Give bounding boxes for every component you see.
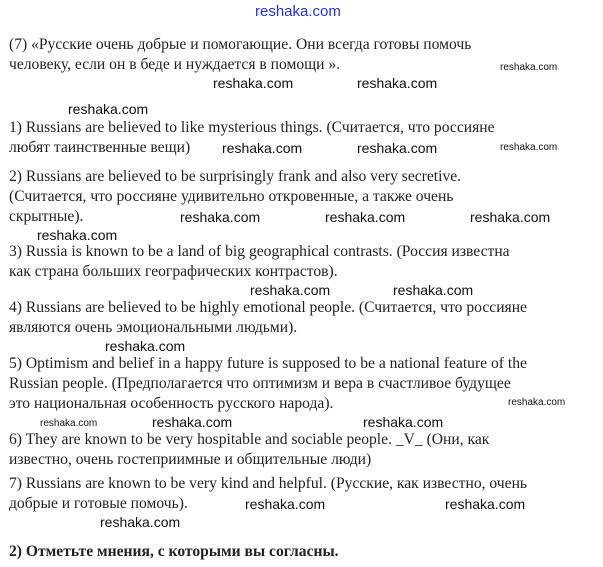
item-1-line-1: 1) Russians are believed to like mysterious things. (Считается, что россияне	[9, 119, 495, 136]
watermark: reshaka.com	[508, 397, 566, 408]
item-3-line-2: как страна больших географических контрастов).	[9, 263, 338, 280]
watermark: reshaka.com	[222, 140, 303, 156]
quote-line-1: (7) «Русские очень добрые и помогающие. Они всегда готовы помочь	[9, 36, 472, 53]
watermark: reshaka.com	[37, 227, 118, 243]
item-4-line-2: являются очень эмоциональными людьми).	[9, 319, 298, 336]
watermark: reshaka.com	[245, 496, 326, 512]
item-7-line-2: добрые и готовые помочь).	[9, 495, 188, 512]
watermark: reshaka.com	[363, 414, 444, 430]
watermark: reshaka.com	[68, 101, 149, 117]
quote-line-2: человеку, если он в беде и нуждается в помощи ».	[9, 56, 341, 73]
item-6-line-1: 6) They are known to be very hospitable and sociable people. _V_ (Они, как	[9, 431, 490, 448]
watermark: reshaka.com	[180, 209, 261, 225]
watermark: reshaka.com	[357, 140, 438, 156]
watermark: reshaka.com	[325, 209, 406, 225]
item-5-line-1: 5) Optimism and belief in a happy future is supposed to be a national feature of the	[9, 355, 527, 372]
section-heading: 2) Отметьте мнения, с которыми вы согласны.	[9, 543, 339, 560]
watermark: reshaka.com	[40, 418, 98, 429]
watermark: reshaka.com	[250, 282, 331, 298]
watermark: reshaka.com	[357, 75, 438, 91]
item-1-line-2: любят таинственные вещи)	[9, 139, 191, 156]
item-5-line-3: это национальная особенность русского народа).	[9, 395, 334, 412]
watermark: reshaka.com	[445, 496, 526, 512]
item-2-line-1: 2) Russians are believed to be surprisingly frank and also very secretive.	[9, 168, 462, 185]
watermark: reshaka.com	[500, 142, 558, 153]
item-4-line-1: 4) Russians are believed to be highly emotional people. (Считается, что россияне	[9, 299, 527, 316]
watermark: reshaka.com	[470, 209, 551, 225]
item-5-line-2: Russian people. (Предполагается что оптимизм и вера в счастливое будущее	[9, 375, 511, 392]
watermark: reshaka.com	[393, 282, 474, 298]
watermark: reshaka.com	[100, 514, 181, 530]
watermark: reshaka.com	[152, 414, 233, 430]
item-7-line-1: 7) Russians are known to be very kind and helpful. (Русские, как известно, очень	[9, 475, 528, 492]
item-3-line-1: 3) Russia is known to be a land of big geographical contrasts. (Россия известна	[9, 243, 510, 260]
watermark: reshaka.com	[213, 75, 294, 91]
item-2-line-3: скрытные).	[9, 208, 84, 225]
watermark-header: reshaka.com	[255, 3, 341, 20]
item-2-line-2: (Считается, что россияне удивительно откровенные, а также очень	[9, 188, 454, 205]
watermark: reshaka.com	[500, 62, 558, 73]
watermark: reshaka.com	[105, 338, 186, 354]
item-6-line-2: известно, очень гостеприимные и общительные люди)	[9, 451, 372, 468]
